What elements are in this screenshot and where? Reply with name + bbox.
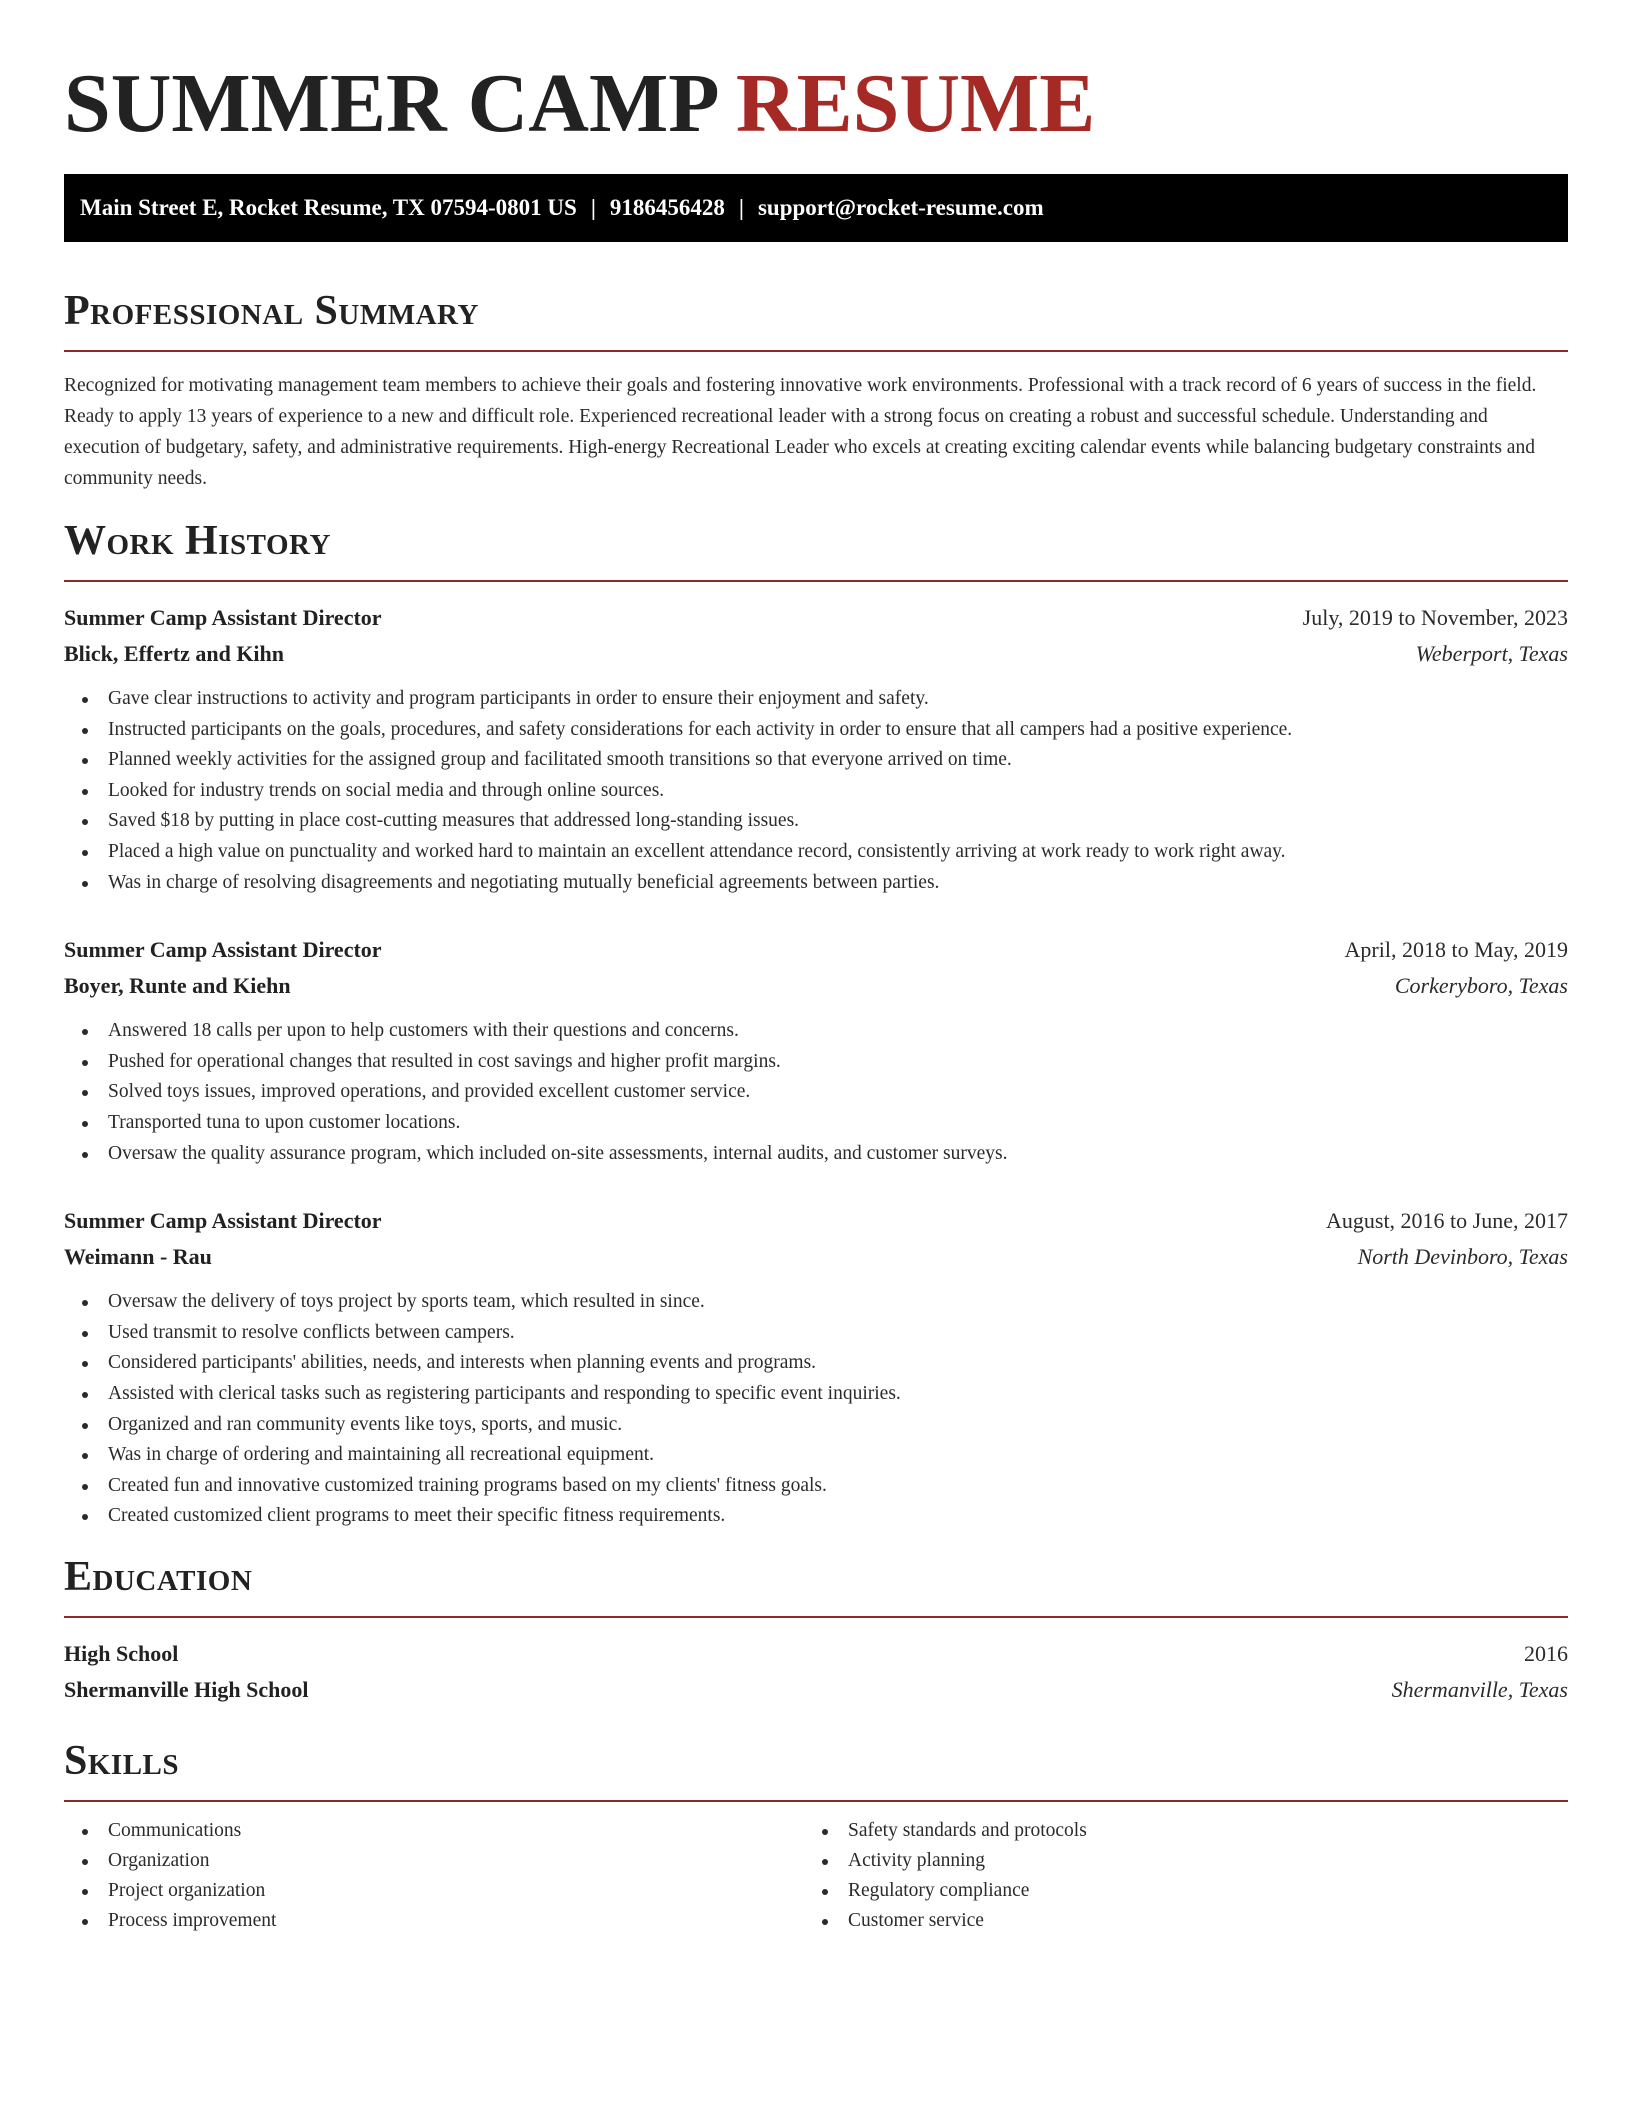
list-item: Created fun and innovative customized training programs based on my clients' fitness goals. bbox=[64, 1471, 1568, 1502]
job-dates: July, 2019 to November, 2023 bbox=[1302, 605, 1568, 630]
contact-phone: 9186456428 bbox=[609, 195, 725, 220]
skill-item: Process improvement bbox=[64, 1906, 804, 1936]
job-company: Weimann - Rau bbox=[64, 1244, 212, 1270]
list-item: Answered 18 calls per upon to help customers with their questions and concerns. bbox=[64, 1016, 1568, 1047]
skills-column-right bbox=[804, 1816, 1544, 1936]
contact-separator: | bbox=[738, 195, 744, 220]
section-divider bbox=[64, 580, 1568, 582]
job-title: Summer Camp Assistant Director bbox=[64, 1208, 382, 1234]
education-degree: High School bbox=[64, 1640, 179, 1666]
education-location: Shermanville, Texas bbox=[1391, 1676, 1568, 1702]
job-company: Boyer, Runte and Kiehn bbox=[64, 973, 291, 999]
list-item: Instructed participants on the goals, procedures, and safety considerations for each activity in order to ensure that all campers had a positive experience. bbox=[64, 715, 1568, 746]
skill-item: Organization bbox=[64, 1846, 804, 1876]
list-item: Used transmit to resolve conflicts between campers. bbox=[64, 1318, 1568, 1349]
list-item: Assisted with clerical tasks such as registering participants and responding to specific event inquiries. bbox=[64, 1379, 1568, 1410]
list-item: Pushed for operational changes that resulted in cost savings and higher profit margins. bbox=[64, 1047, 1568, 1078]
skill-item: Regulatory compliance bbox=[804, 1876, 1544, 1906]
skills-list bbox=[64, 1816, 1568, 1936]
list-item: Placed a high value on punctuality and worked hard to maintain an excellent attendance record, consistently arriving at work ready to work right away. bbox=[64, 837, 1568, 868]
job-title: Summer Camp Assistant Director bbox=[64, 605, 382, 630]
job-location: Weberport, Texas bbox=[1415, 641, 1568, 666]
job-location: North Devinboro, Texas bbox=[1357, 1244, 1568, 1270]
skills-column-left bbox=[64, 1816, 804, 1936]
job-location: Corkeryboro, Texas bbox=[1394, 973, 1568, 999]
section-title-work-history: Work History bbox=[64, 518, 331, 564]
list-item: Organized and ran community events like toys, sports, and music. bbox=[64, 1410, 1568, 1441]
resume-page bbox=[64, 0, 1568, 1936]
skill-item: Activity planning bbox=[804, 1846, 1544, 1876]
education-entry bbox=[64, 1636, 1568, 1708]
job-dates: April, 2018 to May, 2019 bbox=[1344, 937, 1568, 963]
section-title-education: Education bbox=[64, 1553, 253, 1600]
title-red-text: RESUME bbox=[735, 57, 1096, 150]
section-title-summary: Professional Summary bbox=[64, 288, 479, 334]
job-header-row bbox=[64, 1203, 1568, 1239]
job-bullets bbox=[64, 1016, 1568, 1169]
list-item: Planned weekly activities for the assigned group and facilitated smooth transitions so that everyone arrived on time. bbox=[64, 745, 1568, 776]
education-school: Shermanville High School bbox=[64, 1676, 309, 1702]
skill-item: Customer service bbox=[804, 1906, 1544, 1936]
section-divider bbox=[64, 1616, 1568, 1618]
contact-bar bbox=[64, 174, 1568, 242]
education-school-row bbox=[64, 1672, 1568, 1708]
contact-email[interactable]: support@rocket-resume.com bbox=[757, 195, 1044, 220]
job-title: Summer Camp Assistant Director bbox=[64, 937, 382, 963]
skill-item: Project organization bbox=[64, 1876, 804, 1906]
job-entry bbox=[64, 932, 1568, 1169]
education-year: 2016 bbox=[1524, 1640, 1568, 1666]
job-company-row bbox=[64, 1239, 1568, 1275]
job-header-row bbox=[64, 600, 1568, 636]
title-dark-text: SUMMER CAMP bbox=[64, 57, 715, 150]
list-item: Saved $18 by putting in place cost-cutting measures that addressed long-standing issues. bbox=[64, 806, 1568, 837]
section-title-skills: Skills bbox=[64, 1737, 180, 1784]
job-company-row bbox=[64, 636, 1568, 672]
list-item: Was in charge of resolving disagreements and negotiating mutually beneficial agreements between parties. bbox=[64, 868, 1568, 899]
job-bullets bbox=[64, 684, 1568, 898]
job-company: Blick, Effertz and Kihn bbox=[64, 641, 285, 666]
summary-text: Recognized for motivating management team members to achieve their goals and fostering innovative work environments. Professional with a track record of 6 years of success in the field. Ready to apply 13 years of experience to a new and difficult role. Experienced recreational leader with a strong focus on creating a robust and successful schedule. Understanding and execution of budgetary, safety, and administrative requirements. High-energy Recreational Leader who excels at creating exciting calendar events while balancing budgetary constraints and community needs. bbox=[64, 375, 1537, 489]
list-item: Gave clear instructions to activity and program participants in order to ensure their enjoyment and safety. bbox=[64, 684, 1568, 715]
resume-title bbox=[64, 56, 1568, 152]
list-item: Transported tuna to upon customer locations. bbox=[64, 1108, 1568, 1139]
list-item: Considered participants' abilities, needs, and interests when planning events and programs. bbox=[64, 1348, 1568, 1379]
job-dates: August, 2016 to June, 2017 bbox=[1326, 1208, 1568, 1234]
list-item: Oversaw the delivery of toys project by sports team, which resulted in since. bbox=[64, 1287, 1568, 1318]
contact-separator: | bbox=[590, 195, 596, 220]
section-divider bbox=[64, 350, 1568, 352]
section-divider bbox=[64, 1800, 1568, 1802]
job-company-row bbox=[64, 968, 1568, 1004]
list-item: Oversaw the quality assurance program, which included on-site assessments, internal audits, and customer surveys. bbox=[64, 1139, 1568, 1170]
list-item: Created customized client programs to meet their specific fitness requirements. bbox=[64, 1501, 1568, 1532]
job-entry bbox=[64, 600, 1568, 898]
skill-item: Safety standards and protocols bbox=[804, 1816, 1544, 1846]
list-item: Looked for industry trends on social media and through online sources. bbox=[64, 776, 1568, 807]
job-header-row bbox=[64, 932, 1568, 968]
job-bullets bbox=[64, 1287, 1568, 1532]
job-entry bbox=[64, 1203, 1568, 1532]
education-header-row bbox=[64, 1636, 1568, 1672]
list-item: Solved toys issues, improved operations, and provided excellent customer service. bbox=[64, 1077, 1568, 1108]
list-item: Was in charge of ordering and maintaining all recreational equipment. bbox=[64, 1440, 1568, 1471]
skill-item: Communications bbox=[64, 1816, 804, 1846]
contact-address: Main Street E, Rocket Resume, TX 07594-0801 US bbox=[80, 195, 577, 220]
